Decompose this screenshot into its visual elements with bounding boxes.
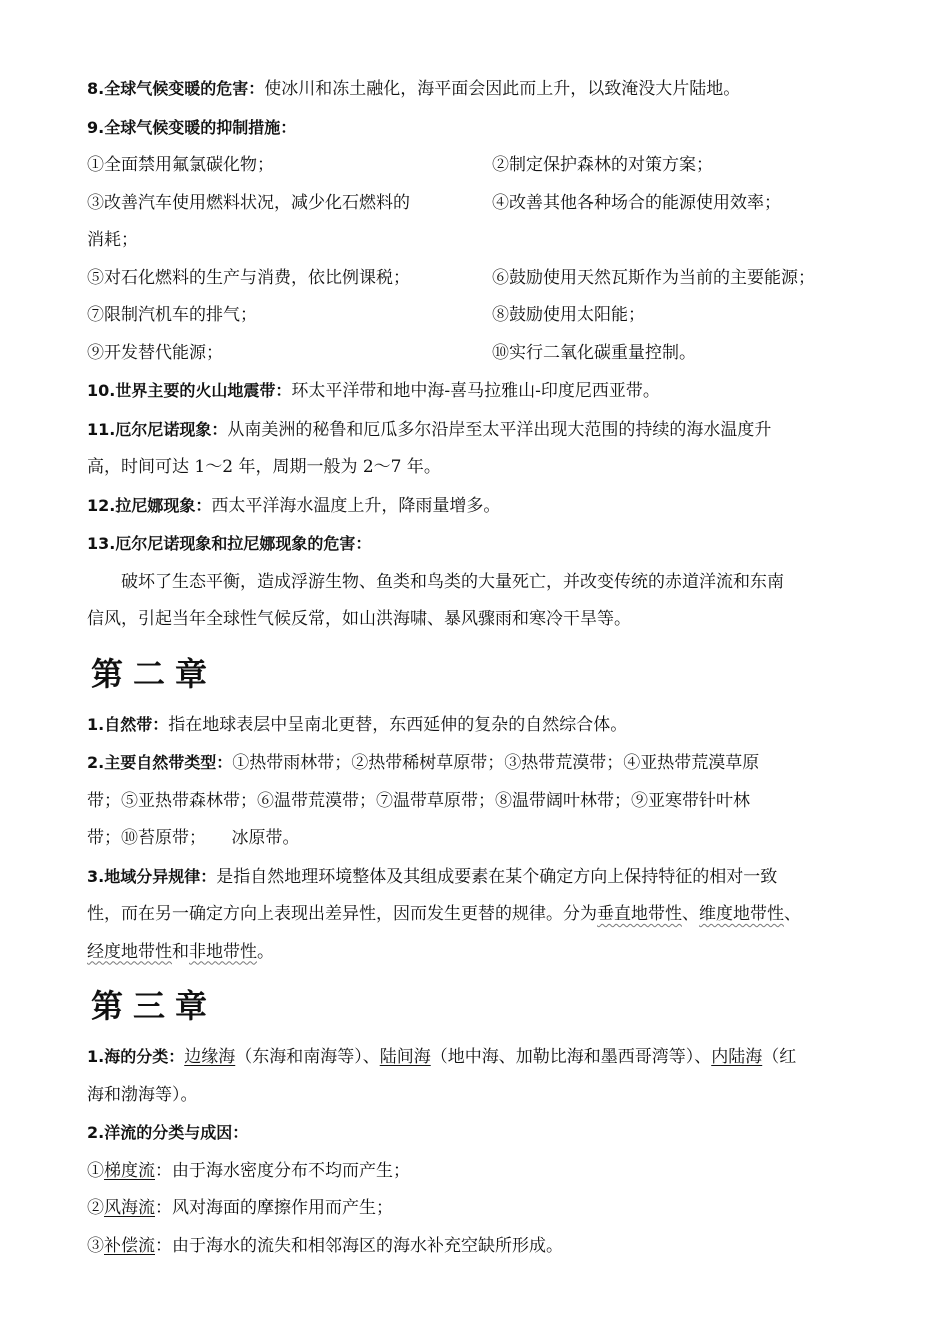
item-11-label: 11.厄尔尼诺现象：	[87, 419, 228, 439]
item-10	[87, 372, 872, 411]
separator: 、	[784, 904, 801, 924]
ch2-item-2-text-2: 带；⑤亚热带森林带；⑥温带荒漠带；⑦温带草原带；⑧温带阔叶林带；⑨亚寒带针叶林	[87, 790, 750, 811]
ch2-item-1-label: 1.自然带：	[87, 714, 169, 734]
measure-3: ③改善汽车使用燃料状况，减少化石燃料的	[87, 192, 410, 213]
term-latitudinal-zonality: 维度地带性	[699, 904, 784, 924]
measure-8: ⑧鼓励使用太阳能；	[492, 305, 645, 325]
measure-2: ②制定保护森林的对策方案；	[492, 155, 713, 175]
chapter-3-title: 第三章	[91, 987, 218, 1025]
item-12-label: 12.拉尼娜现象：	[87, 495, 212, 515]
item-11-text-cont: 高，时间可达 1～2 年，周期一般为 2～7 年。	[87, 457, 441, 477]
ch2-item-3-label: 3.地域分异规律：	[87, 866, 217, 886]
measure-10: ⑩实行二氧化碳重量控制。	[492, 342, 696, 363]
ch2-item-2-cont	[87, 820, 872, 858]
term-inland-sea: 内陆海	[711, 1047, 763, 1067]
ch2-item-2-cont	[87, 783, 872, 821]
current-number: ②	[87, 1198, 104, 1218]
measure-3-continued: 消耗；	[87, 230, 138, 250]
separator: 、	[682, 904, 699, 924]
item-13-heading	[87, 525, 872, 564]
item-13-text-cont: 信风，引起当年全球性气候反常，如山洪海啸、暴风骤雨和寒冷干旱等。	[87, 609, 631, 629]
ch2-item-2-text: ①热带雨林带；②热带稀树草原带；③热带荒漠带；④亚热带荒漠草原	[232, 753, 760, 773]
item-11-text: 从南美洲的秘鲁和厄瓜多尔沿岸至太平洋出现大范围的持续的海水温度升	[227, 419, 772, 440]
item-13-label: 13.厄尔尼诺现象和拉尼娜现象的危害：	[87, 534, 372, 553]
measure-9: ⑨开发替代能源；	[87, 342, 223, 363]
ch2-item-2-text-3: 带；⑩苔原带； 冰原带。	[87, 828, 300, 848]
item-12	[87, 487, 872, 526]
item-11-continued	[87, 449, 872, 487]
ch2-item-1-text: 指在地球表层中呈南北更替，东西延伸的复杂的自然综合体。	[168, 714, 628, 735]
item-10-text: 环太平洋带和地中海-喜马拉雅山-印度尼西亚带。	[291, 381, 660, 401]
inland-sea-desc: （红	[762, 1047, 797, 1067]
ch2-item-3-text-2: 性，而在另一确定方向上表现出差异性，因而发生更替的规律。分为	[87, 904, 597, 924]
ch2-item-2	[87, 744, 872, 783]
ch2-item-1	[87, 706, 872, 745]
intercontinental-sea-desc: （地中海、加勒比海和墨西哥湾等）、	[430, 1047, 712, 1067]
ch2-item-3-cont	[87, 934, 872, 972]
chapter-2-title: 第二章	[91, 654, 218, 693]
item-13-paragraph	[87, 564, 872, 602]
ch3-item-1-cont	[87, 1077, 872, 1115]
ch2-item-3-text: 是指自然地理环境整体及其组成要素在某个确定方向上保持特征的相对一致	[216, 866, 778, 887]
current-item	[87, 1153, 872, 1191]
measure-row	[87, 147, 872, 185]
document-page	[87, 70, 872, 1265]
measure-row	[87, 335, 872, 373]
term-intercontinental-sea: 陆间海	[379, 1047, 431, 1067]
current-name: 补偿流	[104, 1235, 155, 1256]
ch3-item-1-label: 1.海的分类：	[87, 1047, 185, 1066]
current-number: ①	[87, 1160, 104, 1181]
measure-5: ⑤对石化燃料的生产与消费，依比例课税；	[87, 267, 410, 288]
term-marginal-sea: 边缘海	[184, 1047, 236, 1067]
measure-4: ④改善其他各种场合的能源使用效率；	[492, 192, 781, 213]
ch3-item-1	[87, 1038, 872, 1077]
current-desc: ：由于海水的流失和相邻海区的海水补充空缺所形成。	[155, 1235, 563, 1256]
ch2-item-3-cont	[87, 896, 872, 934]
term-azonality: 非地带性	[189, 941, 257, 962]
ch2-item-3	[87, 858, 872, 897]
measure-row	[87, 185, 872, 223]
conjunction: 和	[172, 941, 189, 962]
item-10-label: 10.世界主要的火山地震带：	[87, 381, 292, 400]
item-8	[87, 70, 872, 109]
measure-empty	[492, 222, 872, 260]
current-number: ③	[87, 1235, 104, 1256]
measure-row	[87, 260, 872, 298]
item-13-text: 破坏了生态平衡，造成浮游生物、鱼类和鸟类的大量死亡，并改变传统的赤道洋流和东南	[121, 571, 784, 592]
marginal-sea-desc: （东海和南海等）、	[235, 1047, 380, 1067]
ch3-item-2-label: 2.洋流的分类与成因：	[87, 1123, 249, 1142]
current-name: 风海流	[104, 1198, 155, 1218]
item-9-heading	[87, 109, 872, 148]
measure-7: ⑦限制汽机车的排气；	[87, 305, 257, 325]
item-13-paragraph-cont	[87, 601, 872, 639]
current-name: 梯度流	[104, 1160, 155, 1181]
term-vertical-zonality: 垂直地带性	[597, 904, 682, 924]
current-item	[87, 1190, 872, 1228]
period: 。	[257, 941, 274, 962]
ch3-item-2-heading	[87, 1114, 872, 1153]
ch3-item-1-text-2: 海和渤海等）。	[87, 1084, 198, 1105]
measure-row	[87, 297, 872, 335]
item-9-label: 9.全球气候变暖的抑制措施：	[87, 117, 297, 137]
item-11	[87, 411, 872, 450]
current-desc: ：由于海水密度分布不均而产生；	[155, 1160, 410, 1181]
item-8-text: 使冰川和冻土融化，海平面会因此而上升，以致淹没大片陆地。	[264, 79, 741, 99]
measure-row	[87, 222, 872, 260]
ch2-item-2-label: 2.主要自然带类型：	[87, 753, 233, 772]
term-longitudinal-zonality: 经度地带性	[87, 941, 172, 962]
item-12-text: 西太平洋海水温度上升，降雨量增多。	[211, 495, 501, 516]
measure-6: ⑥鼓励使用天然瓦斯作为当前的主要能源；	[492, 267, 815, 288]
measure-1: ①全面禁用氟氯碳化物；	[87, 155, 274, 175]
item-8-label: 8.全球气候变暖的危害：	[87, 79, 265, 98]
current-item	[87, 1228, 872, 1266]
current-desc: ：风对海面的摩擦作用而产生；	[155, 1198, 393, 1218]
